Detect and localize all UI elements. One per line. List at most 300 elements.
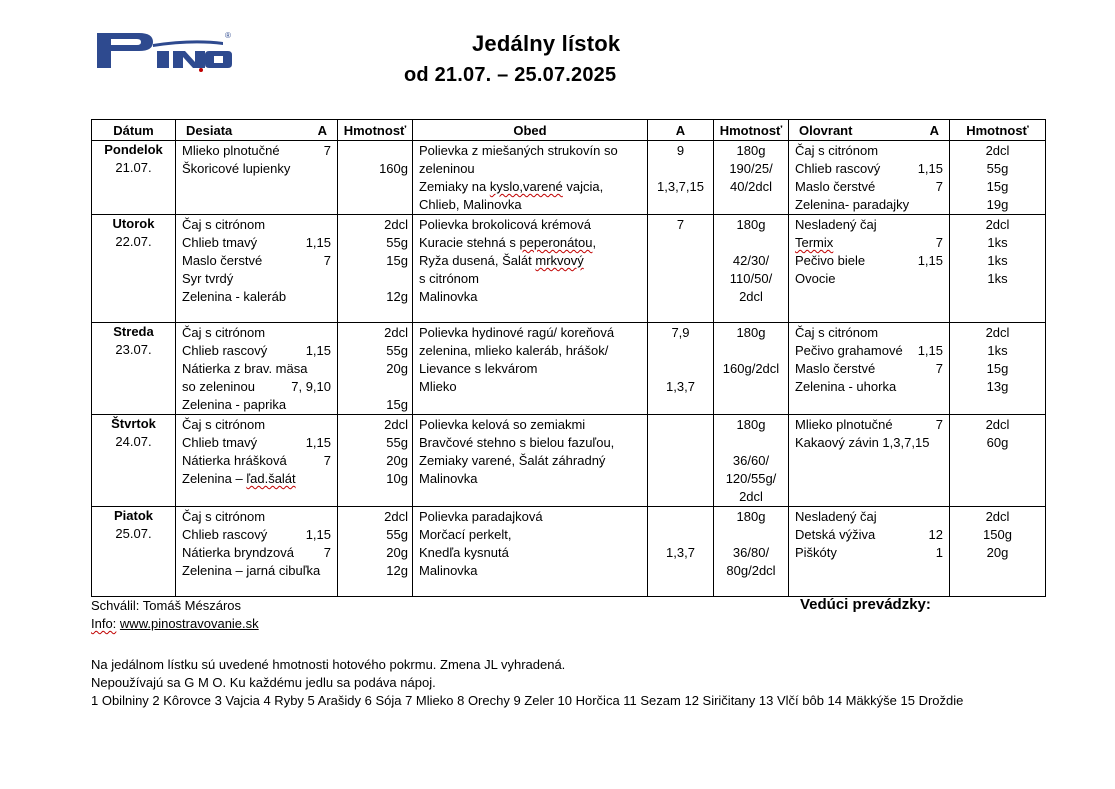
day-name: Pondelok [104,142,163,157]
lunch-lines [413,323,647,396]
afternoon-weight [954,252,1041,270]
snack-item [182,234,331,252]
snack-item [182,544,331,562]
snack-weight-lines [338,415,412,488]
lunch-text: Mlieko [419,379,457,394]
header-snack-label: Desiata [186,122,233,138]
lunch-line [419,160,641,178]
afternoon-item [795,142,943,160]
day-date: 22.07. [115,234,152,249]
snack-weight-value: 55g [386,343,408,358]
afternoon-item [795,196,943,214]
snack-item-allergens: 1,15 [305,435,331,450]
afternoon-item-allergens [937,508,943,526]
lunch-line [419,288,641,306]
lunch-weight [718,142,784,160]
lunch-weight [718,288,784,306]
snack-item-allergens [325,160,331,178]
afternoon-item [795,342,943,360]
menu-period: od 21.07. – 25.07.2025 [404,64,617,86]
day-date: 21.07. [115,160,152,175]
afternoon-weight [954,234,1041,252]
lunch-weight-lines [714,415,788,506]
afternoon-weight-cell [950,215,1046,323]
snack-weight-value: 15g [386,253,408,268]
manager-label: Vedúci prevádzky: [800,596,931,613]
lunch-line [419,416,641,434]
lunch-cell [413,415,648,507]
header-date: Dátum [92,120,176,141]
lunch-weight-value: 110/50/ [729,271,773,286]
snack-item-text: Čaj s citrónom [182,325,266,340]
snack-item-allergens [325,508,331,526]
afternoon-item-allergens: 7 [935,417,943,432]
day-name: Štvrtok [111,416,156,431]
lunch-allergen-cell [648,415,714,507]
afternoon-item-allergens: 7 [935,179,943,194]
lunch-text: Kuracie stehná s peperonátou, [419,235,597,250]
lunch-text: Knedľa kysnutá [419,545,509,560]
lunch-allergen-cell [648,507,714,597]
table-row [92,323,1046,415]
snack-weight-value: 55g [386,527,408,542]
lunch-allergen [654,452,707,470]
afternoon-item-text: Piškóty [795,545,837,560]
lunch-text: Zemiaky na kyslo,varené vajcia, [419,179,604,194]
snack-weight-value: 20g [386,453,408,468]
lunch-allergen-lines [648,141,713,214]
lunch-allergen [654,416,707,434]
lunch-allergen-lines [648,215,713,306]
lunch-text: Polievka z miešaných strukovín so [419,143,618,158]
snack-weight [342,378,408,396]
afternoon-item-allergens: 1 [935,545,943,560]
afternoon-weight [954,342,1041,360]
lunch-cell [413,215,648,323]
page-title: Jedálny lístok [472,31,621,56]
snack-item [182,508,331,526]
afternoon-weight [954,378,1041,396]
snack-lines [176,323,337,414]
snack-item-allergens [325,324,331,342]
snack-item [182,360,331,378]
afternoon-cell [789,215,950,323]
afternoon-weight-value: 2dcl [985,325,1010,340]
snack-weight-cell [338,323,413,415]
snack-weight-value: 2dcl [384,417,408,432]
afternoon-cell [789,415,950,507]
snack-item [182,288,331,306]
snack-item-allergens [325,270,331,288]
snack-weight [342,562,408,580]
snack-item [182,452,331,470]
header-snack-weight: Hmotnosť [338,120,413,141]
snack-item [182,160,331,178]
lunch-allergen [654,252,707,270]
afternoon-item-text: Mlieko plnotučné [795,417,893,432]
afternoon-item [795,416,943,434]
lunch-allergen [654,178,707,196]
afternoon-item-allergens [937,270,943,288]
afternoon-item [795,526,943,544]
snack-item-allergens: 1,15 [305,235,331,250]
afternoon-weight-value: 19g [986,197,1009,212]
snack-weight [342,470,408,488]
lunch-line [419,324,641,342]
lunch-line [419,270,641,288]
snack-item [182,562,331,580]
afternoon-weight-value: 2dcl [985,143,1010,158]
snack-item-allergens [325,396,331,414]
day-cell [92,215,176,323]
lunch-allergen [654,378,707,396]
afternoon-weight-value: 1ks [987,235,1008,250]
lunch-weight-value: 42/30/ [732,253,770,268]
afternoon-item-allergens [937,324,943,342]
afternoon-weight [954,544,1041,562]
lunch-allergen-lines [648,507,713,580]
afternoon-weight-value: 60g [986,435,1009,450]
snack-weight [342,270,408,288]
afternoon-item-text: Pečivo grahamové [795,343,903,358]
lunch-lines [413,415,647,488]
snack-weight-value: 2dcl [384,509,408,524]
note-gmo: Nepoužívajú sa G M O. Ku každému jedlu sa podáva nápoj. [91,675,436,690]
day-name: Streda [113,324,154,339]
snack-weight-cell [338,215,413,323]
pino-logo [97,30,232,72]
lunch-weight [718,488,784,506]
snack-item-allergens: 1,15 [305,343,331,358]
day-date: 25.07. [115,526,152,541]
afternoon-lines [789,507,949,562]
lunch-allergen [654,324,707,342]
afternoon-item-allergens: 1,15 [917,343,943,358]
snack-lines [176,141,337,178]
snack-weight-lines [338,507,412,580]
lunch-weight [718,160,784,178]
afternoon-weight-cell [950,507,1046,597]
lunch-line [419,526,641,544]
lunch-allergen [654,434,707,452]
afternoon-item-text: Ovocie [795,271,836,286]
snack-item-text: Nátierka bryndzová [182,545,294,560]
afternoon-item [795,434,943,452]
afternoon-item [795,178,943,196]
afternoon-item-allergens [937,196,943,214]
snack-weight [342,324,408,342]
snack-weight-value: 55g [386,435,408,450]
header-snack [176,120,338,141]
table-header-row [92,120,1046,141]
allergen-legend: 1 Obilniny 2 Kôrovce 3 Vajcia 4 Ryby 5 Arašidy 6 Sója 7 Mlieko 8 Orechy 9 Zeler 10 Horčica 11 Sezam 12 Siričitany 13 Vlčí bôb 14 Mäkkýše 15 Droždie [91,693,964,708]
snack-item-text: Zelenina - kaleráb [182,289,287,304]
afternoon-item-text: Kakaový závin 1,3,7,15 [795,435,930,450]
header-afternoon-weight: Hmotnosť [950,120,1046,141]
snack-item-allergens [325,360,331,378]
lunch-weight [718,562,784,580]
lunch-allergen-lines [648,323,713,396]
afternoon-lines [789,415,949,452]
afternoon-item-allergens: 1,15 [917,253,943,268]
snack-weight-value: 2dcl [384,217,408,232]
lunch-allergen [654,508,707,526]
snack-cell [176,507,338,597]
snack-weight-value: 2dcl [384,325,408,340]
snack-weight [342,508,408,526]
lunch-weight [718,416,784,434]
lunch-lines [413,507,647,580]
info-line [91,616,259,631]
snack-item [182,434,331,452]
snack-item-text: so zeleninou [182,379,255,394]
afternoon-weight-value: 15g [986,361,1009,376]
afternoon-lines [789,141,949,214]
afternoon-item-text: Termix [795,235,834,250]
snack-item [182,416,331,434]
lunch-weight-cell [714,323,789,415]
snack-weight [342,452,408,470]
afternoon-item-text: Zelenina - uhorka [795,379,897,394]
afternoon-item-allergens: 12 [928,527,943,542]
lunch-allergen [654,544,707,562]
header-lunch: Obed [413,120,648,141]
snack-lines [176,507,337,580]
snack-cell [176,415,338,507]
lunch-line [419,508,641,526]
lunch-allergen-cell [648,215,714,323]
lunch-allergen [654,270,707,288]
snack-item-text: Maslo čerstvé [182,253,263,268]
snack-item-allergens [325,470,331,488]
afternoon-item-text: Nesladený čaj [795,509,877,524]
afternoon-item-text: Pečivo biele [795,253,866,268]
lunch-text: Lievance s lekvárom [419,361,538,376]
snack-weight-value: 160g [379,161,408,176]
snack-item-allergens [325,288,331,306]
afternoon-weight [954,216,1041,234]
table-row [92,415,1046,507]
lunch-weight-cell [714,415,789,507]
snack-item-text: Chlieb rascový [182,343,268,358]
afternoon-weight-value: 2dcl [985,417,1010,432]
afternoon-lines [789,323,949,396]
snack-item [182,142,331,160]
lunch-allergen [654,342,707,360]
snack-weight [342,434,408,452]
afternoon-item-allergens [937,434,943,452]
lunch-weight [718,378,784,396]
snack-weight-cell [338,507,413,597]
lunch-weight-value: 180g [736,417,766,432]
snack-weight [342,216,408,234]
afternoon-weight-value: 1ks [987,253,1008,268]
lunch-allergen [654,526,707,544]
lunch-text: s citrónom [419,271,479,286]
snack-weight [342,252,408,270]
lunch-weight-value: 180g [736,217,766,232]
afternoon-item-text: Zelenina- paradajky [795,197,910,212]
snack-item-allergens: 7, 9,10 [291,379,331,394]
snack-item-allergens: 7 [323,253,331,268]
snack-weight-value: 55g [386,235,408,250]
snack-item [182,526,331,544]
afternoon-item-text: Maslo čerstvé [795,179,876,194]
snack-weight [342,526,408,544]
snack-item-text: Čaj s citrónom [182,217,266,232]
afternoon-weight-value: 55g [986,161,1009,176]
lunch-line [419,434,641,452]
lunch-weight-value: 80g/2dcl [726,563,776,578]
day-date: 24.07. [115,434,152,449]
lunch-allergen-cell [648,323,714,415]
snack-weight [342,288,408,306]
lunch-line [419,378,641,396]
snack-weight-value: 15g [386,397,408,412]
afternoon-weight-cell [950,141,1046,215]
lunch-weight [718,178,784,196]
afternoon-weight-lines [950,507,1045,562]
snack-lines [176,215,337,306]
lunch-cell [413,323,648,415]
lunch-weight [718,452,784,470]
header-afternoon-label: Olovrant [799,122,853,138]
lunch-text: Polievka kelová so zemiakmi [419,417,586,432]
lunch-weight [718,216,784,234]
snack-item-allergens [325,416,331,434]
snack-item [182,378,331,396]
afternoon-item-allergens [937,142,943,160]
website-link[interactable]: www.pinostravovanie.sk [119,616,259,631]
lunch-allergen-value: 9 [676,143,685,158]
afternoon-weight-value: 20g [986,545,1009,560]
snack-item-text: Čaj s citrónom [182,509,266,524]
info-label: Info: [91,616,117,631]
snack-item-allergens: 7 [323,143,331,158]
lunch-allergen [654,160,707,178]
lunch-line [419,342,641,360]
lunch-weight [718,360,784,378]
note-weights: Na jedálnom lístku sú uvedené hmotnosti hotového pokrmu. Zmena JL vyhradená. [91,657,566,672]
lunch-cell [413,507,648,597]
lunch-weight-value: 190/25/ [729,161,773,176]
header-afternoon-a: A [929,122,939,138]
afternoon-weight-value: 150g [983,527,1012,542]
snack-item-text: Syr tvrdý [182,271,234,286]
snack-weight [342,416,408,434]
afternoon-item-allergens: 7 [935,361,943,376]
header-afternoon [789,120,950,141]
lunch-cell [413,141,648,215]
table-row [92,141,1046,215]
afternoon-weight-value: 2dcl [985,217,1010,232]
afternoon-cell [789,507,950,597]
lunch-allergen [654,196,707,214]
lunch-weight [718,342,784,360]
lunch-weight [718,470,784,488]
afternoon-weight-value: 1ks [987,271,1008,286]
lunch-weight-lines [714,215,788,306]
snack-item-allergens: 7 [323,545,331,560]
snack-weight-cell [338,415,413,507]
snack-item-text: Chlieb rascový [182,527,268,542]
snack-weight-lines [338,141,412,178]
snack-weight-value: 20g [386,361,408,376]
lunch-weight [718,526,784,544]
snack-item-allergens: 1,15 [305,527,331,542]
afternoon-weight [954,360,1041,378]
afternoon-weight [954,178,1041,196]
afternoon-item [795,324,943,342]
lunch-text: Malinovka [419,471,478,486]
snack-item-allergens: 7 [323,453,331,468]
lunch-weight-value: 36/80/ [732,545,770,560]
day-date: 23.07. [115,342,152,357]
snack-weight-value: 12g [386,563,408,578]
snack-weight-value: 12g [386,289,408,304]
lunch-allergen [654,234,707,252]
lunch-weight [718,252,784,270]
lunch-weight [718,234,784,252]
snack-weight [342,160,408,178]
lunch-line [419,234,641,252]
afternoon-weight [954,526,1041,544]
day-cell [92,141,176,215]
lunch-text: Malinovka [419,289,478,304]
lunch-allergen-value: 1,3,7,15 [657,179,704,194]
snack-item-text: Zelenina – ľad.šalát [182,471,296,486]
afternoon-weight-value: 15g [986,179,1009,194]
snack-cell [176,215,338,323]
afternoon-weight [954,196,1041,214]
lunch-weight [718,544,784,562]
lunch-text: zelenina, mlieko kaleráb, hrášok/ [419,343,609,358]
lunch-weight [718,508,784,526]
snack-cell [176,323,338,415]
lunch-weight-value: 120/55g/ [725,471,777,486]
afternoon-weight-value: 13g [986,379,1009,394]
lunch-line [419,196,641,214]
afternoon-item [795,378,943,396]
lunch-text: Zemiaky varené, Šalát záhradný [419,453,606,468]
lunch-text: zeleninou [419,161,475,176]
lunch-allergen [654,142,707,160]
afternoon-item [795,252,943,270]
lunch-weight-lines [714,323,788,396]
afternoon-item-text: Chlieb rascový [795,161,881,176]
header-lunch-weight: Hmotnosť [714,120,789,141]
snack-weight [342,396,408,414]
table-row [92,215,1046,323]
afternoon-weight [954,508,1041,526]
lunch-allergen-lines [648,415,713,488]
day-cell [92,415,176,507]
lunch-weight-value: 180g [736,325,766,340]
lunch-lines [413,215,647,306]
snack-lines [176,415,337,488]
approved-by: Schválil: Tomáš Mészáros [91,598,242,613]
snack-weight [342,142,408,160]
afternoon-weight [954,324,1041,342]
lunch-weight-lines [714,507,788,580]
snack-weight [342,342,408,360]
lunch-weight [718,434,784,452]
afternoon-item [795,234,943,252]
afternoon-item-allergens [937,378,943,396]
lunch-line [419,544,641,562]
lunch-allergen [654,288,707,306]
lunch-weight-value: 2dcl [739,289,763,304]
